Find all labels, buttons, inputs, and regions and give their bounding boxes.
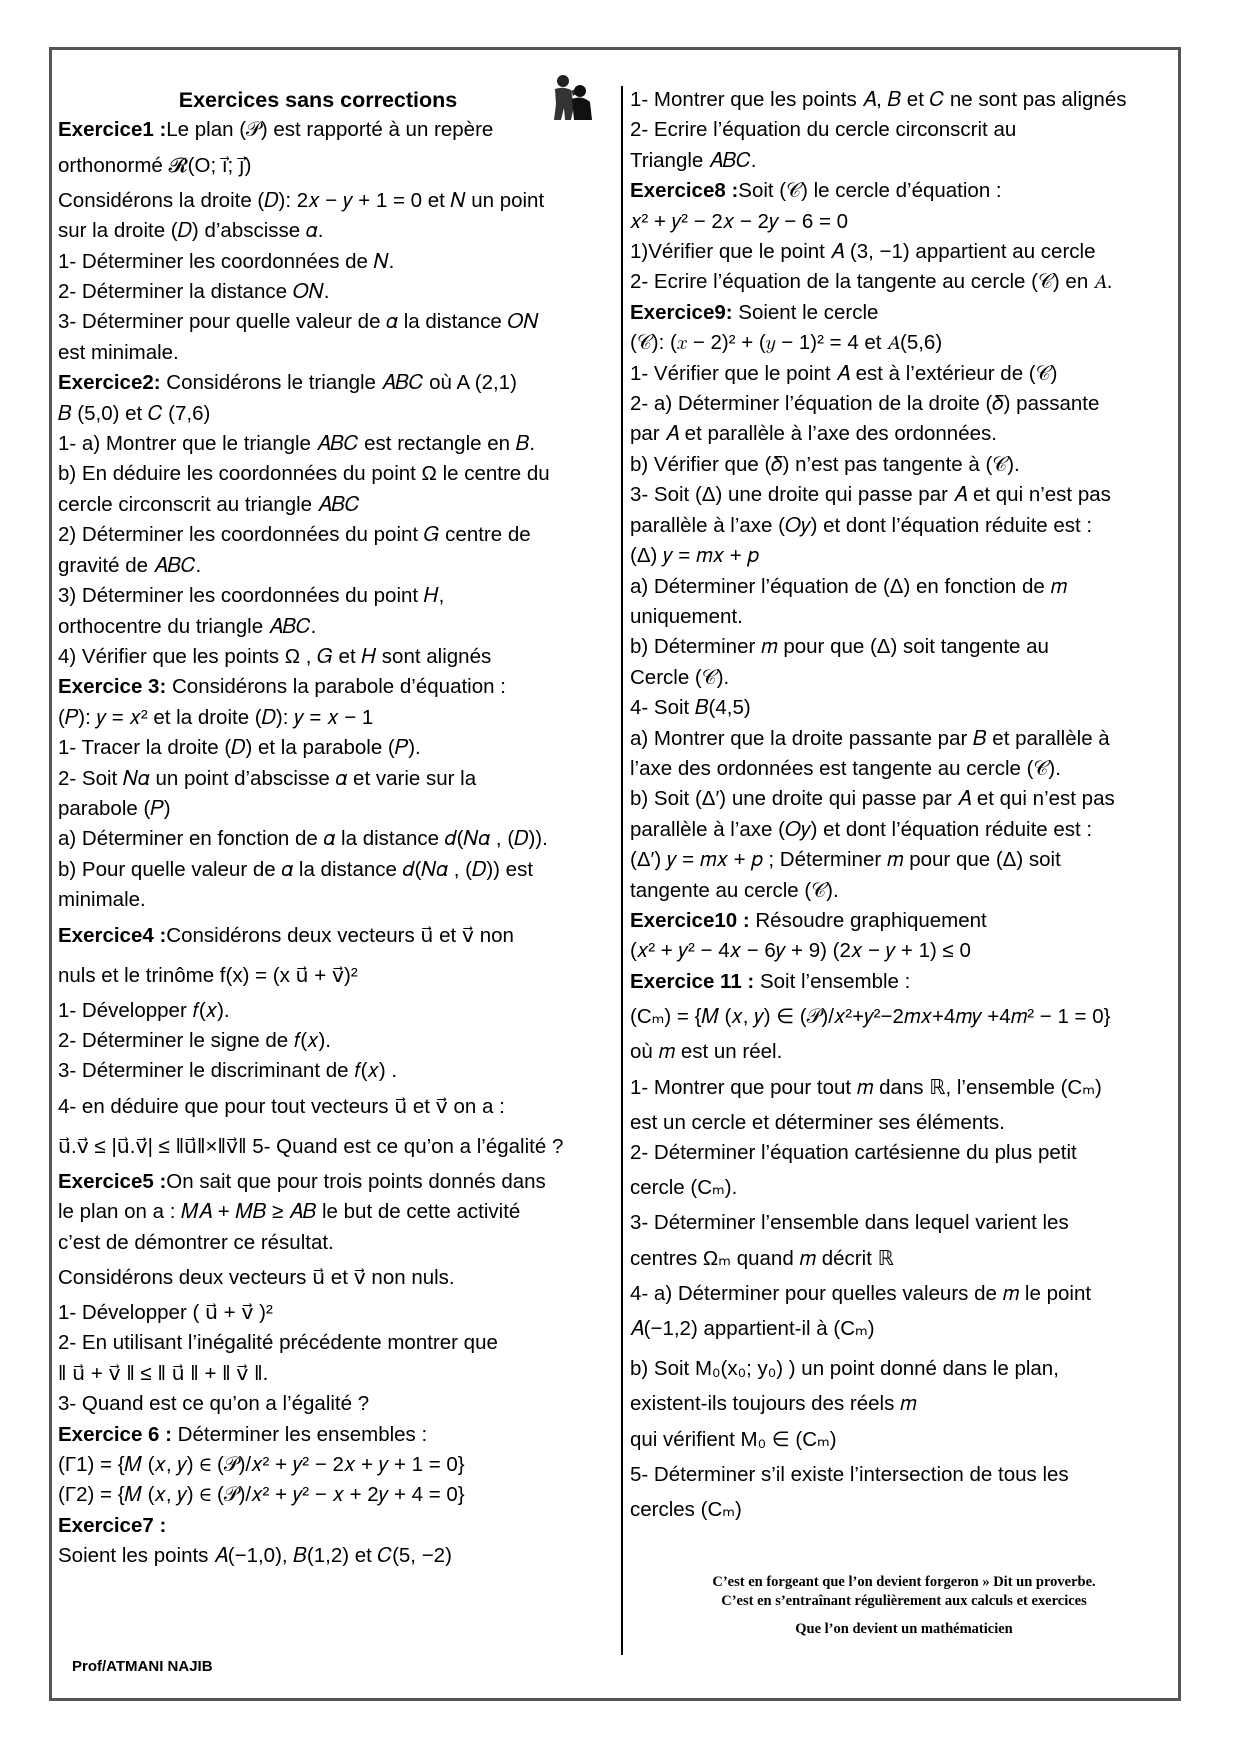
right-column-line xyxy=(630,511,1178,541)
proverb-line-3: Que l’on devient un mathématicien xyxy=(795,1621,1013,1637)
left-column-line xyxy=(58,1389,618,1419)
document-title: Exercices sans corrections xyxy=(178,88,458,112)
proverb-block xyxy=(630,1573,1178,1639)
line-text: orthocentre du triangle 𝐴𝐵𝐶. xyxy=(58,614,317,638)
line-text: On sait que pour trois points donnés dans xyxy=(166,1169,546,1193)
left-column-line xyxy=(58,490,618,520)
line-text: c’est de démontrer ce résultat. xyxy=(58,1230,334,1254)
left-column-line xyxy=(58,642,618,672)
left-column-line xyxy=(58,186,618,216)
exercise-label: Exercice2: xyxy=(58,371,167,395)
line-text: 𝐵 (5,0) et 𝐶 (7,6) xyxy=(58,401,211,425)
line-text: 𝐴(−1,2) appartient-il à (Cₘ) xyxy=(630,1317,875,1341)
line-text: orthonormé 𝓡(O; i⃗; j⃗) xyxy=(58,153,252,177)
line-text: l’axe des ordonnées est tangente au cercle (𝒞). xyxy=(630,756,1061,780)
line-text: 2- En utilisant l’inégalité précédente montrer que xyxy=(58,1331,498,1355)
line-text: (Δ′) 𝑦 = 𝑚𝑥 + 𝑝 ; Déterminer 𝑚 pour que (Δ) soit xyxy=(630,848,1061,872)
left-column-line xyxy=(58,216,618,246)
right-column-line xyxy=(630,207,1178,237)
line-text: (Γ2) = {𝑀 (𝑥, 𝑦) ∈ (𝒫)/𝑥² + 𝑦² − 𝑥 + 2𝑦 + 4 = 0} xyxy=(58,1483,465,1507)
line-text: est minimale. xyxy=(58,340,179,364)
line-text: 1- Montrer que les points 𝐴, 𝐵 et 𝐶 ne sont pas alignés xyxy=(630,88,1127,111)
right-column-line xyxy=(630,1490,1178,1530)
line-text: (Cₘ) = {𝑀 (𝑥, 𝑦) ∈ (𝒫)/𝑥²+𝑦²−2𝑚𝑥+4𝑚𝑦 +4𝑚² − 1 = 0} xyxy=(630,1005,1111,1029)
left-column-line xyxy=(58,1450,618,1480)
line-text: 2- Déterminer la distance 𝑂𝑁. xyxy=(58,280,330,304)
left-column-line xyxy=(58,764,618,794)
line-text: 2- Ecrire l’équation du cercle circonscrit au xyxy=(630,118,1017,142)
exercise-label: Exercice10 : xyxy=(630,908,756,932)
line-text: Considérons la parabole d’équation : xyxy=(171,675,506,699)
left-column-line xyxy=(58,1087,618,1127)
line-text: (𝑥² + 𝑦² − 4𝑥 − 6𝑦 + 9) (2𝑥 − 𝑦 + 1) ≤ 0 xyxy=(630,939,971,963)
right-column-line xyxy=(630,1279,1178,1309)
line-text: b) Soit (Δ′) une droite qui passe par 𝐴 et qui n’est pas xyxy=(630,787,1115,811)
left-column-line xyxy=(58,996,618,1026)
right-column-line xyxy=(630,1138,1178,1168)
right-column-line xyxy=(630,1068,1178,1108)
exercise-label: Exercice4 : xyxy=(58,923,167,947)
line-text: est un cercle et déterminer ses éléments. xyxy=(630,1110,1005,1134)
line-text: uniquement. xyxy=(630,604,743,628)
right-column-line xyxy=(630,450,1178,480)
left-column-line xyxy=(58,885,618,915)
left-column-line xyxy=(58,277,618,307)
author-signature: Prof/ATMANI NAJIB xyxy=(72,1658,213,1675)
left-column-line xyxy=(58,1258,618,1298)
line-text: (Δ) 𝑦 = 𝑚𝑥 + 𝑝 xyxy=(630,544,759,568)
exercise-label: Exercice7 : xyxy=(58,1513,167,1537)
line-text: a) Déterminer l’équation de (Δ) en fonction de 𝑚 xyxy=(630,574,1068,598)
right-column-line xyxy=(630,419,1178,449)
left-column-line xyxy=(58,1298,618,1328)
line-text: 1- Déterminer les coordonnées de 𝑁. xyxy=(58,249,395,273)
line-text: le plan on a : 𝑀𝐴 + 𝑀𝐵 ≥ 𝐴𝐵 le but de cette activité xyxy=(58,1200,521,1224)
right-column-line xyxy=(630,845,1178,875)
left-column xyxy=(58,85,618,1572)
line-text: a) Montrer que la droite passante par 𝐵 et parallèle à xyxy=(630,726,1110,750)
line-text: Soit (𝒞) le cercle d’équation : xyxy=(738,179,1002,203)
left-column-line xyxy=(58,146,618,186)
right-column-line xyxy=(630,1168,1178,1208)
line-text: Considérons la droite (𝐷): 2𝑥 − 𝑦 + 1 = 0 et 𝑁 un point xyxy=(58,188,545,212)
line-text: 2- a) Déterminer l’équation de la droite (𝛿) passante xyxy=(630,392,1100,416)
left-column-line xyxy=(58,115,618,145)
line-text: ‖ u⃗ + v⃗ ‖ ≤ ‖ u⃗ ‖ + ‖ v⃗ ‖. xyxy=(58,1361,269,1385)
proverb-line-2: C’est en s’entraînant régulièrement aux calculs et exercices xyxy=(721,1593,1087,1609)
line-text: Cercle (𝒞). xyxy=(630,665,730,689)
line-text: Le plan (𝒫) est rapporté à un repère xyxy=(166,118,494,142)
right-column-line xyxy=(630,480,1178,510)
left-column-line xyxy=(58,1127,618,1167)
line-text: gravité de 𝐴𝐵𝐶. xyxy=(58,553,202,577)
right-column-line xyxy=(630,267,1178,297)
right-column-line xyxy=(630,85,1178,115)
line-text: 2- Ecrire l’équation de la tangente au cercle (𝒞) en 𝐴. xyxy=(630,270,1113,294)
right-column-line xyxy=(630,632,1178,662)
line-text: 2) Déterminer les coordonnées du point 𝐺 centre de xyxy=(58,523,531,547)
left-column-line xyxy=(58,551,618,581)
line-text: 1- Développer ( u⃗ + v⃗ )² xyxy=(58,1301,273,1324)
line-text: 𝑥² + 𝑦² − 2𝑥 − 2𝑦 − 6 = 0 xyxy=(630,209,849,233)
line-text: minimale. xyxy=(58,888,146,912)
left-column-line xyxy=(58,612,618,642)
line-text: Considérons le triangle 𝐴𝐵𝐶 où A (2,1) xyxy=(166,371,517,395)
right-column-line xyxy=(630,146,1178,176)
left-column-line xyxy=(58,1359,618,1389)
line-text: Triangle 𝐴𝐵𝐶. xyxy=(630,148,757,172)
left-column-line xyxy=(58,855,618,885)
right-column-line xyxy=(630,1460,1178,1490)
right-column-line xyxy=(630,1239,1178,1279)
line-text: 1- Développer 𝑓(𝑥). xyxy=(58,998,230,1022)
line-text: centres Ωₘ quand 𝑚 décrit ℝ xyxy=(630,1246,894,1270)
right-column-line xyxy=(630,815,1178,845)
left-column-line xyxy=(58,733,618,763)
left-column-line xyxy=(58,1026,618,1056)
line-text: 3- Déterminer pour quelle valeur de 𝛼 la distance 𝑂𝑁 xyxy=(58,310,539,334)
right-column-line xyxy=(630,936,1178,966)
line-text: cercle (Cₘ). xyxy=(630,1176,738,1200)
line-text: 3) Déterminer les coordonnées du point 𝐻, xyxy=(58,584,445,608)
line-text: Considérons deux vecteurs u⃗ et v⃗ non xyxy=(166,923,514,947)
right-column-line xyxy=(630,176,1178,206)
line-text: Soit l’ensemble : xyxy=(759,969,911,993)
line-text: Soient le cercle xyxy=(738,300,879,324)
right-column-line xyxy=(630,997,1178,1037)
right-column-line xyxy=(630,602,1178,632)
right-column-line xyxy=(630,1037,1178,1067)
right-column-line xyxy=(630,663,1178,693)
right-column-line xyxy=(630,876,1178,906)
left-column-line xyxy=(58,1480,618,1510)
right-column-line xyxy=(630,754,1178,784)
left-column-line xyxy=(58,581,618,611)
right-column-line xyxy=(630,359,1178,389)
left-column-line xyxy=(58,1228,618,1258)
line-text: où 𝑚 est un réel. xyxy=(630,1040,783,1064)
exercise-label: Exercice9: xyxy=(630,300,739,324)
right-column-line xyxy=(630,541,1178,571)
line-text: 2- Soit 𝑁𝛼 un point d’abscisse 𝛼 et varie sur la xyxy=(58,766,477,790)
exercise-label: Exercice 3: xyxy=(58,675,172,699)
line-text: 3- Déterminer le discriminant de 𝑓(𝑥) . xyxy=(58,1059,398,1083)
line-text: a) Déterminer en fonction de 𝛼 la distance 𝑑(𝑁𝛼 , (𝐷)). xyxy=(58,827,548,851)
line-text: 3- Soit (Δ) une droite qui passe par 𝐴 et qui n’est pas xyxy=(630,483,1111,507)
line-text: Considérons deux vecteurs u⃗ et v⃗ non nuls. xyxy=(58,1266,455,1289)
right-column-line xyxy=(630,115,1178,145)
left-column-line xyxy=(58,520,618,550)
right-column-line xyxy=(630,1108,1178,1138)
right-column-line xyxy=(630,906,1178,936)
left-column-line xyxy=(58,1541,618,1571)
line-text: 1- Vérifier que le point 𝐴 est à l’extérieur de (𝒞) xyxy=(630,361,1058,385)
line-text: parabole (𝑃) xyxy=(58,796,171,820)
left-column-line xyxy=(58,956,618,996)
right-column-line xyxy=(630,784,1178,814)
line-text: existent-ils toujours des réels 𝑚 xyxy=(630,1392,917,1416)
line-text: 4- Soit 𝐵(4,5) xyxy=(630,696,751,720)
left-column-line xyxy=(58,1511,618,1541)
right-column-line xyxy=(630,298,1178,328)
line-text: 1- Tracer la droite (𝐷) et la parabole (𝑃). xyxy=(58,736,421,760)
line-text: b) Déterminer 𝑚 pour que (Δ) soit tangente au xyxy=(630,635,1049,659)
right-column xyxy=(630,85,1178,1530)
line-text: 1- Montrer que pour tout 𝑚 dans ℝ, l’ensemble (Cₘ) xyxy=(630,1075,1102,1099)
line-text: 1)Vérifier que le point 𝐴 (3, −1) appartient au cercle xyxy=(630,240,1096,264)
right-column-line xyxy=(630,1420,1178,1460)
exercise-label: Exercice1 : xyxy=(58,118,167,142)
exercise-label: Exercice 11 : xyxy=(630,969,760,993)
left-column-line xyxy=(58,1328,618,1358)
line-text: b) Vérifier que (𝛿) n’est pas tangente à (𝒞). xyxy=(630,452,1020,476)
right-column-line xyxy=(630,1309,1178,1349)
exercise-label: Exercice8 : xyxy=(630,179,739,203)
right-column-line xyxy=(630,1208,1178,1238)
line-text: parallèle à l’axe (𝑂𝑦) et dont l’équation réduite est : xyxy=(630,817,1093,841)
line-text: cercle circonscrit au triangle 𝐴𝐵𝐶 xyxy=(58,492,360,516)
right-column-line xyxy=(630,693,1178,723)
line-text: (𝒞): (𝑥 − 2)² + (𝑦 − 1)² = 4 et 𝐴(5,6) xyxy=(630,331,943,355)
left-column-line xyxy=(58,399,618,429)
right-column-line xyxy=(630,572,1178,602)
line-text: 5- Déterminer s’il existe l’intersection de tous les xyxy=(630,1462,1069,1486)
exercise-label: Exercice 6 : xyxy=(58,1422,178,1446)
line-text: parallèle à l’axe (𝑂𝑦) et dont l’équation réduite est : xyxy=(630,513,1093,537)
line-text: 4- a) Déterminer pour quelles valeurs de 𝑚 le point xyxy=(630,1281,1092,1305)
left-column-line xyxy=(58,429,618,459)
line-text: (𝑃): 𝑦 = 𝑥² et la droite (𝐷): 𝑦 = 𝑥 − 1 xyxy=(58,705,374,729)
line-text: b) Pour quelle valeur de 𝛼 la distance 𝑑(𝑁𝛼 , (𝐷)) est xyxy=(58,857,534,881)
left-column-line xyxy=(58,1167,618,1197)
left-column-line xyxy=(58,307,618,337)
left-column-line xyxy=(58,672,618,702)
left-column-line xyxy=(58,824,618,854)
line-text: Soient les points 𝐴(−1,0), 𝐵(1,2) et 𝐶(5, −2) xyxy=(58,1544,452,1568)
right-column-line xyxy=(630,724,1178,754)
line-text: qui vérifient M₀ ∈ (Cₘ) xyxy=(630,1427,837,1451)
left-column-line xyxy=(58,459,618,489)
line-text: 1- a) Montrer que le triangle 𝐴𝐵𝐶 est rectangle en 𝐵. xyxy=(58,432,536,456)
line-text: tangente au cercle (𝒞). xyxy=(630,878,839,902)
line-text: b) Soit M₀(x₀; y₀) ) un point donné dans le plan, xyxy=(630,1357,1059,1381)
left-column-line xyxy=(58,916,618,956)
exercise-label: Exercice5 : xyxy=(58,1169,167,1193)
right-column-line xyxy=(630,389,1178,419)
proverb-line-1: C’est en forgeant que l’on devient forgeron » Dit un proverbe. xyxy=(712,1574,1096,1590)
left-column-line xyxy=(58,794,618,824)
line-text: (Γ1) = {𝑀 (𝑥, 𝑦) ∈ (𝒫)/𝑥² + 𝑦² − 2𝑥 + 𝑦 + 1 = 0} xyxy=(58,1453,465,1477)
right-column-line xyxy=(630,328,1178,358)
right-column-line xyxy=(630,1349,1178,1389)
right-column-line xyxy=(630,967,1178,997)
line-text: b) En déduire les coordonnées du point Ω le centre du xyxy=(58,462,550,486)
right-column-line xyxy=(630,1389,1178,1419)
line-text: 2- Déterminer le signe de 𝑓(𝑥). xyxy=(58,1028,332,1052)
line-text: 2- Déterminer l’équation cartésienne du plus petit xyxy=(630,1141,1077,1164)
left-column-line xyxy=(58,1420,618,1450)
line-text: par 𝐴 et parallèle à l’axe des ordonnées. xyxy=(630,422,997,446)
line-text: u⃗.v⃗ ≤ |u⃗.v⃗| ≤ ‖u⃗‖×‖v⃗‖ 5- Quand est ce qu’on a l’égalité ? xyxy=(58,1134,564,1158)
left-column-line xyxy=(58,368,618,398)
line-text: nuls et le trinôme f(x) = (x u⃗ + v⃗)² xyxy=(58,963,358,987)
line-text: Résoudre graphiquement xyxy=(755,908,987,932)
line-text: Déterminer les ensembles : xyxy=(177,1422,428,1446)
line-text: 3- Quand est ce qu’on a l’égalité ? xyxy=(58,1392,370,1416)
line-text: sur la droite (𝐷) d’abscisse 𝛼. xyxy=(58,219,324,243)
line-text: 3- Déterminer l’ensemble dans lequel varient les xyxy=(630,1211,1069,1235)
left-column-line xyxy=(58,247,618,277)
left-column-line xyxy=(58,338,618,368)
right-column-line xyxy=(630,237,1178,267)
line-text: 4- en déduire que pour tout vecteurs u⃗ et v⃗ on a : xyxy=(58,1094,505,1118)
left-column-line xyxy=(58,703,618,733)
line-text: cercles (Cₘ) xyxy=(630,1498,742,1522)
left-column-line xyxy=(58,1197,618,1227)
line-text: 4) Vérifier que les points Ω , 𝐺 et 𝐻 sont alignés xyxy=(58,644,492,668)
left-column-line xyxy=(58,1056,618,1086)
column-divider xyxy=(621,86,623,1655)
